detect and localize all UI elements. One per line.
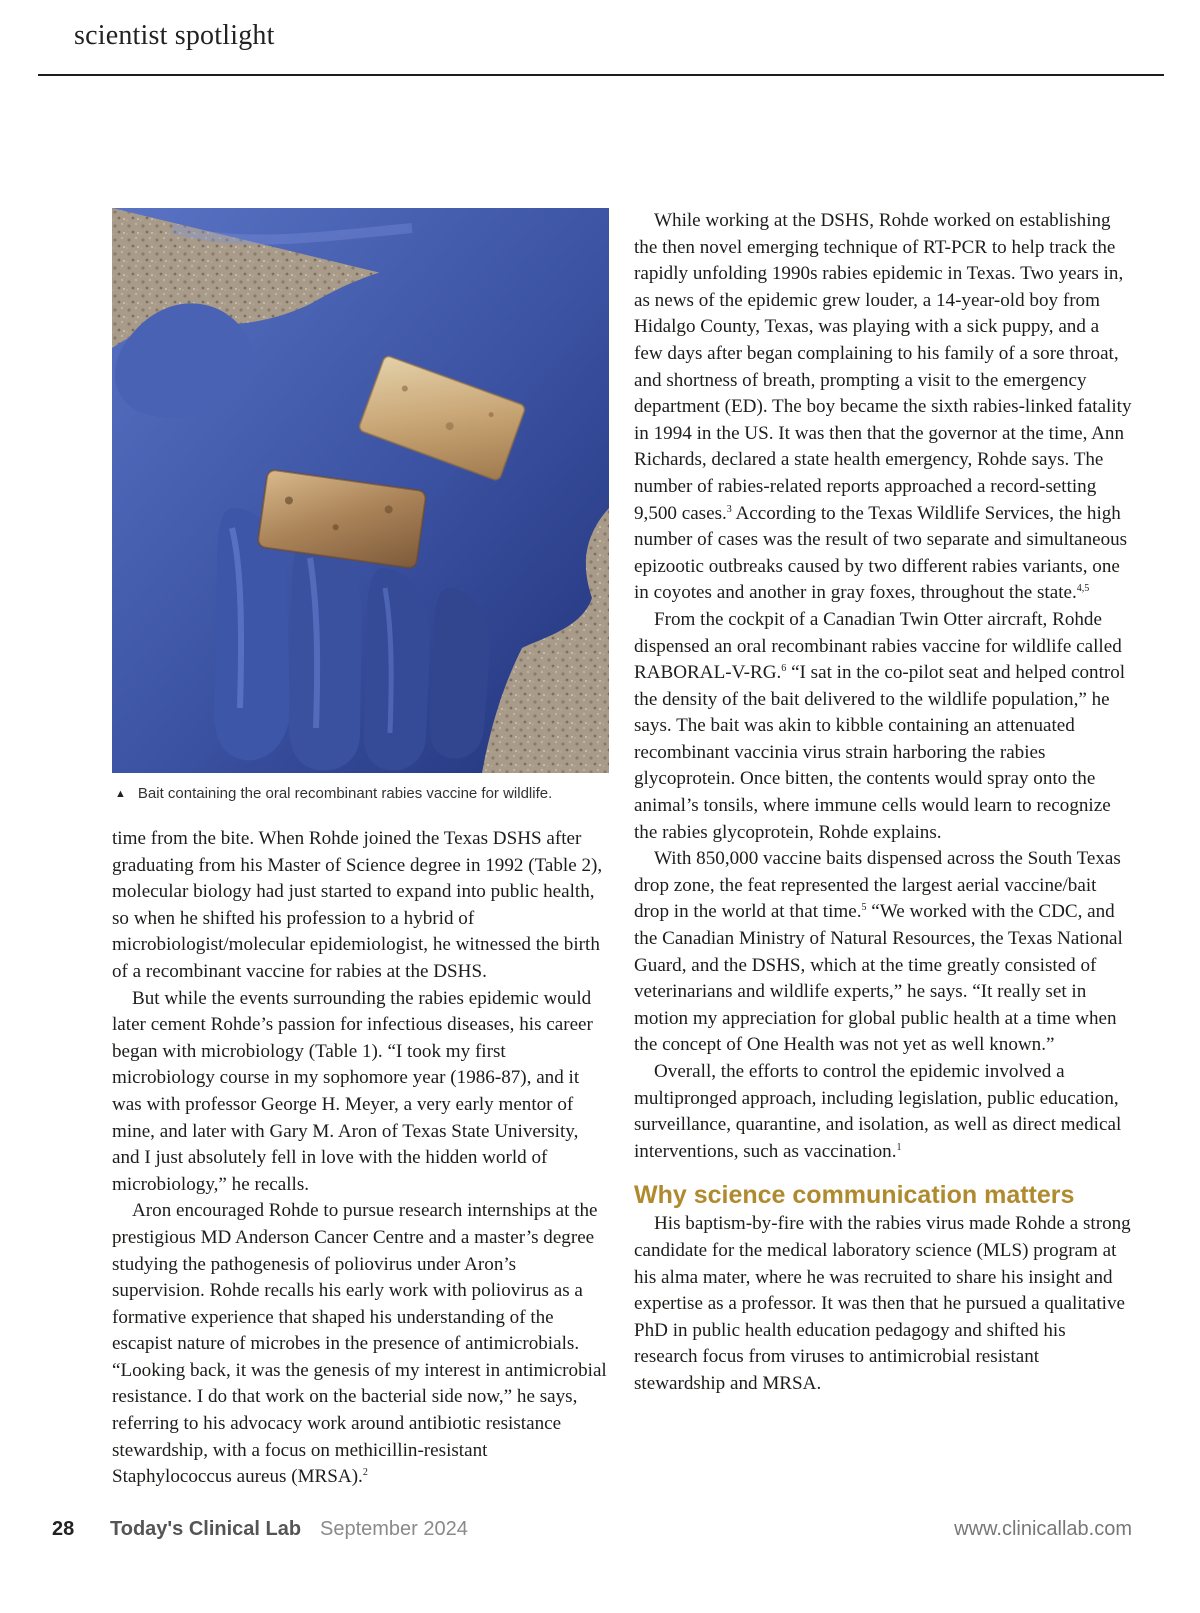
citation-ref: 5 (861, 902, 867, 914)
citation-ref: 4,5 (1076, 583, 1090, 595)
section-subhead: Why science communication matters (634, 1181, 1075, 1210)
right-paragraph-3b: “We worked with the CDC, and the Canadian Ministry of Natural Resources, the Texas National Guard, and the DSHS, which at the time greatly consisted of veterinarians and wildlife experts,” he says. “It really set in motion my appreciation for global public health at a time when the concept of One Health was not yet as well known.” (634, 901, 1123, 1056)
right-column (634, 208, 1132, 1398)
photo-caption (112, 785, 632, 802)
left-column (112, 826, 610, 1491)
right-paragraph-4 (634, 1059, 1132, 1165)
page-number: 28 (52, 1518, 75, 1540)
citation-ref: 6 (781, 663, 787, 675)
right-paragraph-4-text: Overall, the efforts to control the epidemic involved a multipronged approach, including legislation, public education, surveillance, quarantine, and isolation, as well as direct medical interventions, such as vaccination. (634, 1061, 1122, 1162)
left-paragraph-3 (112, 1198, 610, 1491)
left-paragraph-1: time from the bite. When Rohde joined the Texas DSHS after graduating from his Master of Science degree in 1992 (Table 2), molecular biology had just started to expand into public health, so when he shifted his profession to a hybrid of microbiologist/molecular epidemiologist, he witnessed the birth of a recombinant vaccine for rabies at the DSHS. (112, 828, 603, 982)
right-paragraph-3a: With 850,000 vaccine baits dispensed across the South Texas drop zone, the feat represented the largest aerial vaccine/bait drop in the world at that time. (634, 848, 1121, 923)
right-paragraph-5: His baptism-by-fire with the rabies virus made Rohde a strong candidate for the medical laboratory science (MLS) program at his alma mater, where he was recruited to share his insight and expertise as a professor. It was then that he pursued a qualitative PhD in public health education pedagogy and shifted his research focus from viruses to antimicrobial resistant stewardship and MRSA. (634, 1213, 1131, 1394)
magazine-title: Today's Clinical Lab (110, 1518, 302, 1540)
issue-date: September 2024 (320, 1518, 468, 1540)
website-link[interactable]: www.clinicallab.com (954, 1518, 1132, 1540)
citation-ref: 3 (726, 503, 732, 515)
header-rule (38, 74, 1164, 76)
citation-ref: 1 (896, 1141, 902, 1153)
triangle-up-icon: ▲ (115, 787, 126, 800)
right-paragraph-2b: “I sat in the co-pilot seat and helped control the density of the bait delivered to the wildlife population,” he says. The bait was akin to kibble containing an attenuated recombinant vaccinia virus strain harboring the rabies glycoprotein. Once bitten, the contents would spray onto the animal’s tonsils, where immune cells would learn to recognize the rabies glycoprotein, Rohde explains. (634, 662, 1126, 843)
bait-photo (112, 208, 609, 773)
page-footer (52, 1518, 1132, 1548)
right-paragraph-2 (634, 607, 1132, 846)
citation-ref: 2 (362, 1467, 368, 1479)
right-paragraph-1b: According to the Texas Wildlife Services, the high number of cases was the result of two separate and simultaneous epizootic outbreaks caused by two different rabies variants, one in coyotes and another in gray foxes, throughout the state. (634, 502, 1128, 604)
bait-photo-illustration (112, 208, 609, 773)
right-paragraph-3 (634, 846, 1132, 1059)
right-paragraph-1 (634, 208, 1132, 607)
right-paragraph-2a: From the cockpit of a Canadian Twin Otter aircraft, Rohde dispensed an oral recombinant rabies vaccine for wildlife called RABORAL-V-RG. (634, 608, 1122, 684)
left-paragraph-2: But while the events surrounding the rabies epidemic would later cement Rohde’s passion for infectious diseases, his career began with microbiology (Table 1). “I took my first microbiology course in my sophomore year (1986-87), and it was with professor George H. Meyer, a very early mentor of mine, and later with Gary M. Aron of Texas State University, and I just absolutely fell in love with the hidden world of microbiology,” he recalls. (112, 987, 593, 1195)
right-paragraph-1a: While working at the DSHS, Rohde worked on establishing the then novel emerging technique of RT-PCR to help track the rapidly unfolding 1990s rabies epidemic in Texas. Two years in, as news of the epidemic grew louder, a 14-year-old boy from Hidalgo County, Texas, was playing with a sick puppy, and a few days after began complaining to his family of a sore throat, and shortness of breath, prompting a visit to the emergency department (ED). The boy became the sixth rabies-linked fatality in 1994 in the US. It was then that the governor at the time, Ann Richards, declared a state health emergency, Rohde says. The number of rabies-related reports approached a record-setting 9,500 cases. (634, 210, 1132, 524)
left-paragraph-3-text: Aron encouraged Rohde to pursue research internships at the prestigious MD Anderson Cancer Centre and a master’s degree studying the pathogenesis of poliovirus under Aron’s supervision. Rohde recalls his early work with poliovirus as a formative experience that shaped his understanding of the escapist nature of microbes in the presence of antimicrobials. “Looking back, it was the genesis of my interest in antimicrobial resistance. I do that work on the bacterial side now,” he says, referring to his advocacy work around antibiotic resistance stewardship, with a focus on methicillin-resistant Staphylococcus aureus (MRSA). (112, 1200, 607, 1488)
section-label: scientist spotlight (74, 20, 275, 51)
caption-text: Bait containing the oral recombinant rabies vaccine for wildlife. (137, 785, 553, 802)
